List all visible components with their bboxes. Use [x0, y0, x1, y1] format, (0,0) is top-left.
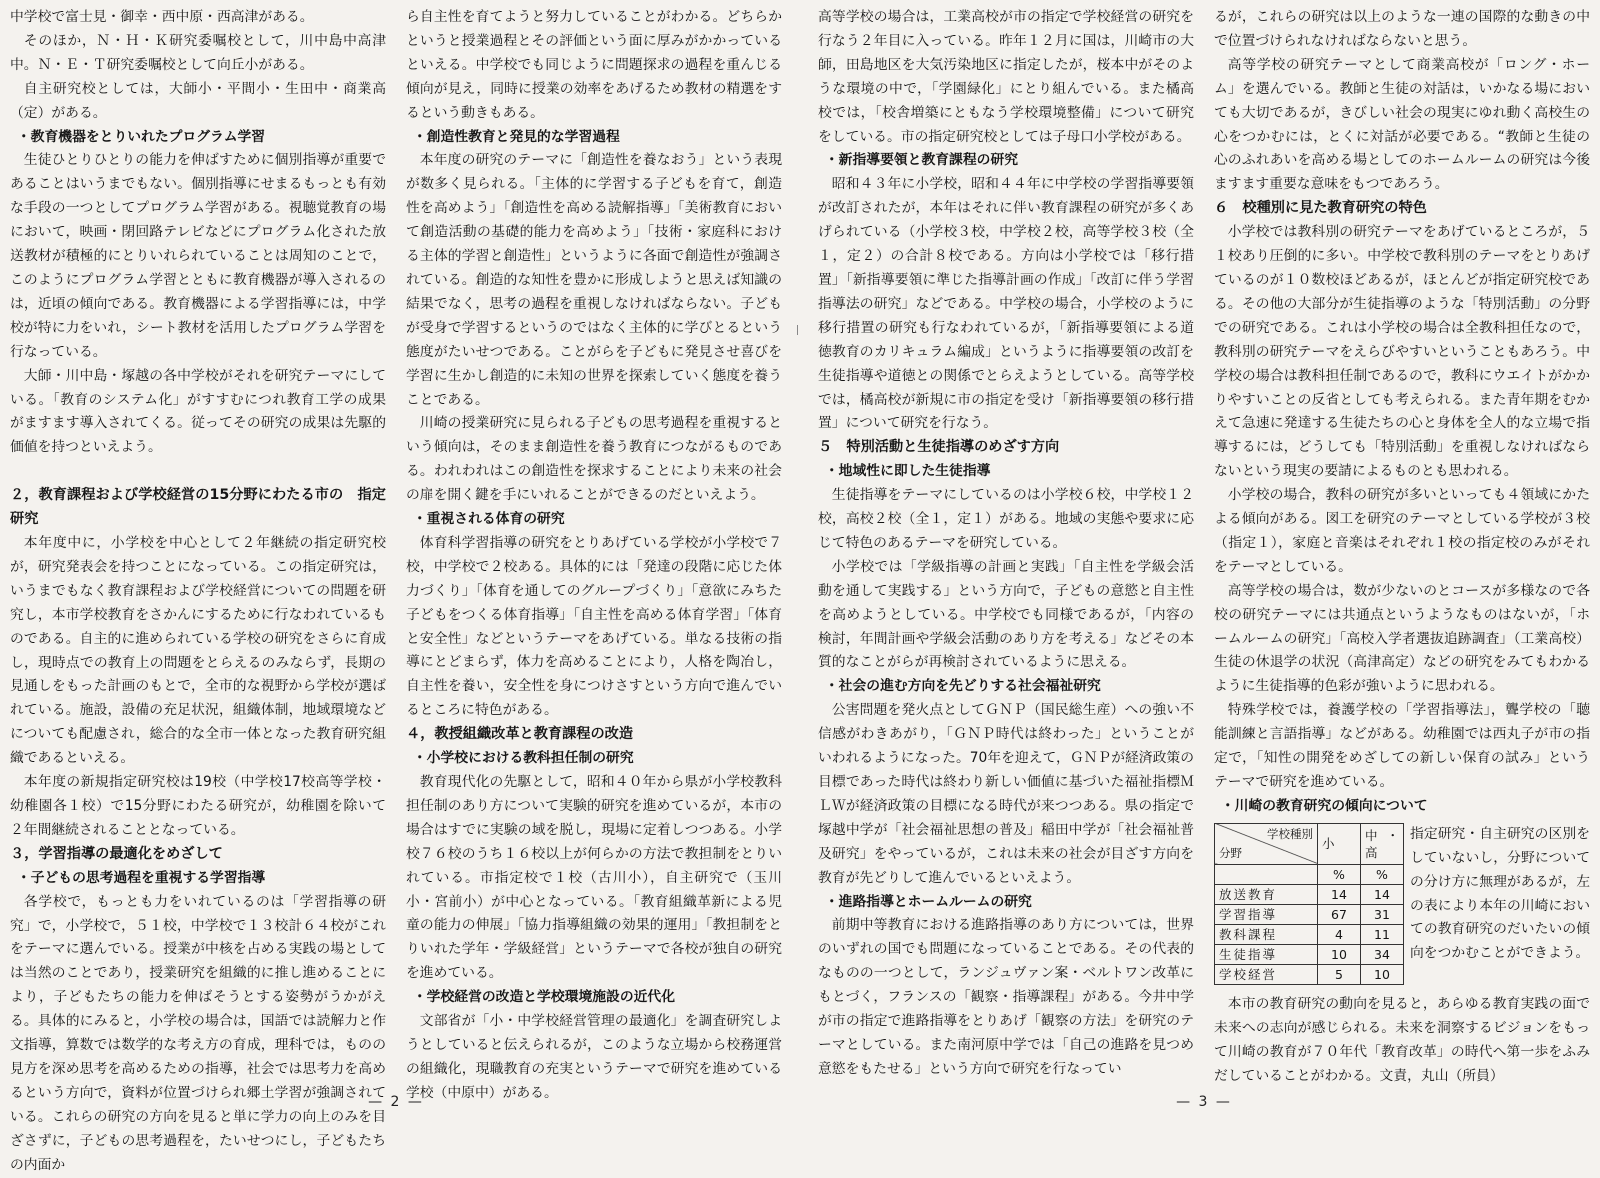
- row-label: 放送教育: [1215, 884, 1318, 904]
- subsection-heading: ・学校経営の改造と学校環境施設の近代化: [412, 989, 676, 1006]
- paragraph: 各学校で，もっとも力をいれているのは「学習指導の研究」で，小学校で，５１校，中学校で１３校計６４校がこれをテーマに選んでいる。授業が中核を占める実践の場としては当然のことであり，授業研究を組織的に推し進めることにより，子どもたちの能力を伸ばそうとする姿勢がうかがえる。具体的にみると，小学校の場合は，国語では読解力と作文指導，算数では数学的な考え方の育成，理科では，ものの見方を深め思考を高めるための指導，社会では思考力を高めるという方向で，資料が位置づけられ郷土学習が強調されている。これらの研究の方向を見ると単に学力の向上のみを目ざさずに，子どもの思考過程を，たいせつにし，子どもたちの内面か: [10, 893, 386, 1173]
- section-heading: ２，教育課程および学校経営の15分野にわたる市の 指定研究: [10, 487, 386, 528]
- subsection-heading: ・子どもの思考過程を重視する学習指導: [16, 869, 266, 886]
- paragraph: 特殊学校では，養護学校の「学習指導法」，聾学校の「聴能訓練と言語指導」などがある。幼稚園では西丸子が市の指定で，「知性の開発をめざしての新しい保育の試み」というテーマで研究を進めている。: [1214, 702, 1590, 790]
- paragraph: 高等学校の場合は，工業高校が市の指定で学校経営の研究を行なう２年目に入っている。昨年１２月に国は，川崎市の大師，田島地区を大気汚染地区に指定したが，桜本中がそのような環境の中で，「学園緑化」にとり組んでいる。また橘高校では，「校舎増築にともなう学校環境整備」について研究をしている。市の指定研究校としては子母口小学校がある。: [818, 9, 1194, 145]
- page2-right-column: [406, 6, 782, 1101]
- section-heading: ５ 特別活動と生徒指導のめざす方向: [818, 439, 1060, 456]
- subsection-heading: ・進路指導とホームルームの研究: [824, 893, 1032, 910]
- paragraph: 自主研究校としては，大師小・平間小・生田中・商業高（定）がある。: [10, 80, 386, 121]
- row-label: 学習指導: [1215, 904, 1318, 924]
- table-unit-row: [1215, 864, 1404, 884]
- paragraph: るが，これらの研究は以上のような一連の国際的な動きの中で位置づけられなければならないと思う。: [1214, 9, 1590, 49]
- value-elementary: 5: [1318, 964, 1361, 984]
- fold-mark: [797, 325, 798, 335]
- value-secondary: 10: [1361, 964, 1404, 984]
- value-secondary: 14: [1361, 884, 1404, 904]
- paragraph: 生徒ひとりひとりの能力を伸ばすために個別指導が重要であることはいうまでもない。個別指導にせまるもっとも有効な手段の一つとしてプログラム学習がある。視聴覚教育の場において，映画・閉回路テレビなどにプログラム化された放送教材が積極的にとりいれられていることは周知のことで，このようにプログラム学習とともに教育機器が導入されるのは，近頃の傾向である。教育機器による学習指導には，中学校が特に力をいれ，シート教材を活用したプログラム学習を行なっている。: [10, 152, 386, 360]
- page-3: [818, 6, 1590, 1110]
- paragraph: 体育科学習指導の研究をとりあげている学校が小学校で７校，中学校で２校ある。具体的には「発達の段階に応じた体力づくり」「体育を通してのグループづくり」「意欲にみちた子どもをつくる体育指導」「自主性を高める体育学習」「体育と安全性」などというテーマをあげている。単なる技術の指導にとどまらず，体力を高めることにより，人格を陶冶し，自主性を養い，安全性を身につけさすという方向で進んでいるところに特色がある。: [406, 534, 782, 719]
- page3-right-column-bottom: [1214, 993, 1590, 1089]
- paragraph: 公害問題を発火点としてＧＮＰ（国民総生産）への強い不信感がわきあがり，「ＧＮＰ時代は終わった」ということがいわれるようになった。70年を迎えて，ＧＮＰが経済政策の目標であった時代は終わり新しい価値に基づいた福祉指標ＭＬＷが経済政策の目標になる時代が来つつある。県の指定で塚越中学が「社会福祉思想の普及」稲田中学が「社会福祉普及研究」をやっているが，これは未来の社会が目ざす方向を教育が先どりして進んでいるといえよう。: [818, 702, 1194, 886]
- paragraph: 本市の教育研究の動向を見ると，あらゆる教育実践の面で未来への志向が感じられる。未来を洞察するビジョンをもって川崎の教育が７０年代「教育改革」の時代へ第一歩をふみだしていることがわかる。文責，丸山（所員）: [1214, 995, 1590, 1084]
- subsection-heading: ・教育機器をとりいれたプログラム学習: [16, 128, 266, 145]
- paragraph: ら自主性を育てようと努力していることがわかる。どちらかというと授業過程とその評価という面に厚みがかかっているといえる。中学校でも同じように問題探求の過程を重んじる傾向が見え，同時に授業の効率をあげるため教材の精選をするという動きもある。: [406, 9, 782, 121]
- subsection-heading: ・地域性に即した生徒指導: [824, 463, 991, 480]
- subsection-heading: ・創造性教育と発見的な学習過程: [412, 128, 620, 145]
- page3-right-column-top: [1214, 6, 1590, 819]
- paragraph: 文部省が「小・中学校経営管理の最適化」を調査研究しようとしていると伝えられるが，このような立場から校務運営の組織化，現職教育の充実というテーマで研究を進めている学校（中原中）がある。: [406, 1013, 782, 1101]
- subsection-heading: ・小学校における教科担任制の研究: [412, 750, 634, 767]
- unit-elementary: %: [1318, 864, 1361, 884]
- table-row: [1215, 944, 1404, 964]
- section-heading: ４，教授組織改革と教育課程の改造: [406, 726, 634, 743]
- paragraph: 前期中等教育における進路指導のあり方については，世界のいずれの国でも問題になっていることである。その代表的なものの一つとして，ランジュヴァン案・ベルトワン改革にもとづく，フランスの「観察・指導課程」がある。今井中学が市の指定で進路指導をとりあげ「観察の方法」を研究のテーマとしている。また南河原中学では「自己の進路を見つめ意慾をもたせる」という方向で研究を行なってい: [818, 917, 1194, 1077]
- paragraph: 小学校では「学級指導の計画と実践」「自主性を学級会活動を通して実践する」という方向で，子どもの意慾と自主性を高めようとしている。中学校でも同様であるが，「内容の検討，年間計画や学級会活動のあり方を考える」などその本質的なことがらが再検討されているように思える。: [818, 558, 1194, 671]
- page-number: — 3 —: [1176, 1094, 1232, 1110]
- paragraph: 高等学校の研究テーマとして商業高校が「ロング・ホーム」を選んでいる。教師と生徒の対話は，いかなる場においても大切であるが，きびしい社会の現実にゆれ動く高校生の心をつかむには，とくに対話が必要である。“教師と生徒の心のふれあいを高める場としてのホームルームの研究は今後ますます重要な意味をもつであろう。: [1214, 56, 1590, 193]
- paragraph: 高等学校の場合は，数が少ないのとコースが多様なので各校の研究テーマには共通点というようなものはないが，「ホームルームの研究」「高校入学者選抜追跡調査」（工業高校）生徒の休退学の状況（高津高定）などの研究をみてもわかるように生徒指導的色彩が強いように思われる。: [1214, 582, 1590, 695]
- page-2: [10, 6, 782, 1173]
- row-label: 学校経営: [1215, 964, 1318, 984]
- table-row: [1215, 884, 1404, 904]
- value-secondary: 34: [1361, 944, 1404, 964]
- unit-secondary: %: [1361, 864, 1404, 884]
- value-elementary: 10: [1318, 944, 1361, 964]
- value-elementary: 14: [1318, 884, 1361, 904]
- subsection-heading: ・重視される体育の研究: [412, 511, 565, 528]
- table-unit-blank: [1215, 864, 1318, 884]
- paragraph: 本年度の新規指定研究校は19校（中学校17校高等学校・幼稚園各１校）で15分野にわたる研究が，幼稚園を除いて２年間継続されることとなっている。: [10, 774, 386, 838]
- subsection-heading: ・社会の進む方向を先どりする社会福祉研究: [824, 678, 1101, 695]
- row-label: 教科課程: [1215, 924, 1318, 944]
- row-label: 生徒指導: [1215, 944, 1318, 964]
- value-secondary: 11: [1361, 924, 1404, 944]
- section-heading: ３，学習指導の最適化をめざして: [10, 845, 223, 862]
- page3-left-column: [818, 6, 1194, 1076]
- paragraph: 生徒指導をテーマにしているのは小学校６校，中学校１２校，高校２校（全１，定１）がある。地域の実態や要求に応じて特色のあるテーマを研究している。: [818, 487, 1194, 551]
- paragraph: 中学校で富士見・御幸・西中原・西高津がある。: [10, 9, 314, 25]
- table-row: [1215, 964, 1404, 984]
- research-distribution-table: [1214, 823, 1404, 985]
- subsection-heading: ・新指導要領と教育課程の研究: [824, 152, 1019, 169]
- paragraph: 昭和４３年に小学校，昭和４４年に中学校の学習指導要領が改訂されたが，本年はそれに伴い教育課程の研究が多くあげられている（小学校３校，中学校２校，高等学校３校（全１，定２）の合計８校である。方向は小学校では「移行措置」「新指導要領に準じた指導計画の作成」「改訂に伴う学習指導法の研究」などである。中学校の場合，小学校のように移行措置の研究も行なわれているが，「新指導要領による道徳教育のカリキュラム編成」というように指導要領の改訂を生徒指導や道徳との関係でとらえようとしている。高等学校では，橘高校が新規に市の指定を受け「新指導要領の移行措置」について研究を行なう。: [818, 176, 1194, 432]
- table-row: [1215, 924, 1404, 944]
- subsection-heading: ・川崎の教育研究の傾向について: [1220, 797, 1428, 814]
- paragraph: 大師・川中島・塚越の各中学校がそれを研究テーマにしている。「教育のシステム化」がすすむにつれ教育工学の成果がますます導入されてくる。従ってその研究の成果は先駆的価値を持つといえよう。: [10, 367, 386, 456]
- section-heading: ６ 校種別に見た教育研究の特色: [1214, 200, 1427, 217]
- table-note: 指定研究・自主研究の区別をしていないし，分野についての分け方に無理があるが，左の表により本年の川崎においての教育研究のだいたいの傾向をつかむことができよう。: [1410, 825, 1590, 962]
- table-row: [1215, 904, 1404, 924]
- paragraph: そのほか，Ｎ・Ｈ・Ｋ研究委嘱校として，川中島中高津中。Ｎ・Ｅ・Ｔ研究委嘱校として向丘小がある。: [10, 32, 386, 73]
- value-secondary: 31: [1361, 904, 1404, 924]
- paragraph: 本年度の研究のテーマに「創造性を養なおう」という表現が数多く見られる。「主体的に学習する子どもを育て，創造性を高めよう」「創造性を高める読解指導」「美術教育において創造活動の基礎的能力を高めよう」「技術・家庭科における主体的学習と創造性」というように各面で創造性が強調されている。創造的な知性を豊かに形成しようと思えば知識の結果でなく，思考の過程を重視しなければならない。子どもが受身で学習するというのではなく主体的に学びとるという態度がたいせつである。ことがらを子どもに発見させ喜びを学習に生かし創造的に未知の世界を探索していく態度を養うことである。: [406, 152, 782, 408]
- paragraph: 川崎の授業研究に見られる子どもの思考過程を重視するという傾向は，そのまま創造性を養う教育につながるものである。われわれはこの創造性を探求することにより未来の社会の扉を開く鍵を手にいれることができるのだといえよう。: [406, 415, 782, 504]
- value-elementary: 67: [1318, 904, 1361, 924]
- header-secondary: 中・高: [1361, 823, 1404, 864]
- research-distribution-block: [1214, 823, 1590, 993]
- paragraph: 小学校では教科別の研究テーマをあげているところが，５１校あり圧倒的に多い。中学校で教科別のテーマをとりあげているのが１０数校ほどあるが，ほとんどが指定研究校である。その他の大部分が生徒指導のような「特別活動」の分野での研究である。これは小学校の場合は全教科担任なので，教科別の研究テーマをえらびやすいということもあろう。中学校の場合は教科担任制であるので，教科にウエイトがかかりやすいことの反省としても考えられる。また青年期をむかえて急速に発達する生徒たちの心と身体を全人的な立場で指導するには，どうしても「特別活動」を重視しなければならないという現実の要請によるものとも思われる。: [1214, 224, 1590, 480]
- page3-right-column: [1214, 6, 1590, 1084]
- paragraph: 本年度中に，小学校を中心として２年継続の指定研究校が，研究発表会を持つことになっている。この指定研究は，いうまでもなく教育課程および学校経営についての問題を研究し，本市学校教育をさかんにするために行なわれているものである。自主的に進められている学校の研究をさらに育成し，現時点での教育上の問題をとらえるのみならず，長期の見通しをもった計画のもとで，全市的な視野から学校が選ばれている。施設，設備の充足状況，組織体制，地域環境などについても配慮され，総合的な全市一体となった教育研究組織であるといえる。: [10, 535, 386, 767]
- header-field: 分野: [1219, 845, 1242, 860]
- header-elementary: 小: [1318, 823, 1361, 864]
- paragraph: 小学校の場合，教科の研究が多いといっても４領域にかたよる傾向がある。図工を研究のテーマとしている学校が３校（指定１），家庭と音楽はそれぞれ１校の指定校のみがそれをテーマとしている。: [1214, 487, 1590, 575]
- page-number: — 2 —: [368, 1094, 424, 1110]
- table-corner-header: [1215, 823, 1318, 864]
- page2-left-column: [10, 6, 386, 1173]
- paragraph: 教育現代化の先駆として，昭和４０年から県が小学校教科担任制のあり方について実験的研究を進めているが，本市の場合はすでに実験の域を脱し，現場に定着しつつある。小学校７６校のうち１６校以上が何らかの方法で教担制をとりいれている。市指定校で１校（古川小），自主研究で（玉川小・宮前小）が中心となっている。「教育組織革新による児童の能力の伸展」「協力指導組織の効果的運用」「教担制をとりいれた学年・学級経営」というテーマで各校が独自の研究を進めている。: [406, 774, 782, 982]
- header-school-type: 学校種別: [1267, 826, 1313, 841]
- value-elementary: 4: [1318, 924, 1361, 944]
